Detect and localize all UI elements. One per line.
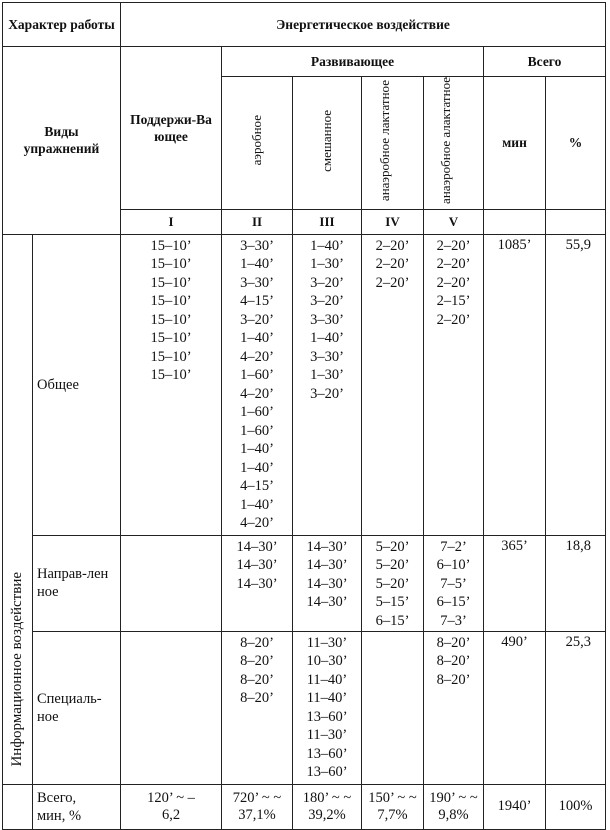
cell-value: 15–10’ [150,293,192,310]
cell-value: 2–15’ [436,293,471,310]
cell-value: 4–15’ [240,478,274,495]
cell-value: 6–10’ [436,557,471,574]
header-anaerobic-alactate [424,77,484,210]
header-mixed-label: смешанное [319,109,334,172]
cell-special-II [222,631,293,784]
cell-directed-pct: 18,8 [546,535,606,631]
cell-value: 6–15’ [375,612,410,629]
row-label-total [33,784,121,829]
training-load-table [2,2,606,830]
cell-directed-I [121,535,222,631]
total-V-text: 190’ ~ ~ 9,8% [429,789,478,823]
cell-value: 8–20’ [240,690,274,707]
cell-value: 4–15’ [240,293,274,310]
cell-value: 1–40’ [240,330,274,347]
cell-value: 1–30’ [310,367,344,384]
cell-directed-V [424,535,484,631]
row-label-special-text: Специаль-ное [37,690,102,725]
header-aerobic-label: аэробное [249,115,264,166]
cell-value: 14–30’ [306,538,348,555]
cell-value: 5–15’ [375,594,410,611]
roman-empty-pct [546,209,606,234]
cell-value: 8–20’ [436,671,471,688]
cell-general-IV [362,234,424,535]
cell-value: 14–30’ [306,557,348,574]
cell-value: 14–30’ [236,557,278,574]
header-supporting-label: Поддержи-Вающее [130,111,212,144]
cell-directed-min: 365’ [484,535,546,631]
cell-directed-IV [362,535,424,631]
cell-value: 14–30’ [306,575,348,592]
header-minutes: мин [484,77,546,210]
cell-special-V [424,631,484,784]
header-aerobic [222,77,293,210]
total-I [121,784,222,829]
cell-value: 2–20’ [375,256,410,273]
cell-value: 1–40’ [240,256,274,273]
cell-value: 2–20’ [375,274,410,291]
cell-special-I [121,631,222,784]
cell-value: 13–60’ [306,745,348,762]
cell-value: 14–30’ [236,538,278,555]
cell-value: 8–20’ [436,634,471,651]
cell-value: 3–30’ [310,311,344,328]
cell-general-III [293,234,362,535]
cell-value: 1–60’ [240,422,274,439]
cell-value: 7–2’ [440,538,467,555]
cell-value: 3–20’ [240,311,274,328]
cell-value: 15–10’ [150,311,192,328]
header-mixed [293,77,362,210]
total-IV-text: 150’ ~ ~ 7,7% [368,789,417,823]
cell-value: 1–40’ [240,459,274,476]
cell-value: 10–30’ [306,653,348,670]
row-label-total-text: Всего, мин, % [37,789,82,824]
cell-value: 5–20’ [375,538,410,555]
table-row-general [3,234,606,535]
roman-ii: II [222,209,293,234]
total-min: 1940’ [484,784,546,829]
header-developing: Развивающее [222,47,484,77]
cell-value: 2–20’ [436,256,471,273]
cell-value: 11–40’ [306,690,348,707]
cell-value: 1–40’ [310,330,344,347]
group-label: Информационное воздействие [9,572,25,767]
cell-value: 4–20’ [240,515,274,532]
header-energy-impact: Энергетическое воздействие [121,3,606,47]
cell-special-III [293,631,362,784]
cell-value: 7–3’ [440,612,467,629]
cell-value: 5–20’ [375,575,410,592]
cell-value: 15–10’ [150,330,192,347]
header-anaerobic-lactate [362,77,424,210]
header-work-character: Характер работы [3,3,121,47]
cell-value: 15–10’ [150,348,192,365]
total-III-text: 180’ ~ ~ 39,2% [302,789,352,823]
header-exercise-types-label: Виды упражнений [23,124,100,157]
cell-general-I [121,234,222,535]
cell-directed-III [293,535,362,631]
cell-directed-II [222,535,293,631]
cell-value: 11–40’ [306,671,348,688]
cell-value: 5–20’ [375,557,410,574]
cell-value: 15–10’ [150,367,192,384]
cell-special-IV [362,631,424,784]
total-IV [362,784,424,829]
cell-value: 1–40’ [310,237,344,254]
roman-iii: III [293,209,362,234]
header-total: Всего [484,47,606,77]
total-II-text: 720’ ~ ~ 37,1% [232,789,282,823]
cell-value: 11–30’ [306,727,348,744]
cell-general-II [222,234,293,535]
cell-general-V [424,234,484,535]
cell-value: 14–30’ [236,575,278,592]
cell-value: 1–60’ [240,367,274,384]
header-percent: % [546,77,606,210]
row-label-directed-text: Направ-ленное [37,566,109,601]
cell-value: 4–20’ [240,348,274,365]
roman-i: I [121,209,222,234]
cell-value: 2–20’ [436,237,471,254]
cell-value: 3–30’ [240,237,274,254]
header-anaerobic-lactate-label: анаэробное лактатное [376,79,392,202]
cell-value: 3–30’ [240,274,274,291]
cell-value: 1–60’ [240,404,274,421]
cell-value: 3–30’ [310,348,344,365]
cell-value: 13–60’ [306,708,348,725]
cell-special-pct: 25,3 [546,631,606,784]
roman-empty-min [484,209,546,234]
cell-value: 7–5’ [440,575,467,592]
cell-value: 2–20’ [436,274,471,291]
table-row-directed [3,535,606,631]
row-label-directed [33,535,121,631]
cell-value: 8–20’ [240,634,274,651]
total-I-text: 120’ ~ –6,2 [147,789,195,823]
cell-value: 1–40’ [240,441,274,458]
cell-value: 2–20’ [375,237,410,254]
header-supporting [121,47,222,210]
cell-value: 15–10’ [150,256,192,273]
cell-value: 15–10’ [150,237,192,254]
cell-value: 8–20’ [240,653,274,670]
cell-value: 3–20’ [310,293,344,310]
total-III [293,784,362,829]
cell-value: 11–30’ [306,634,348,651]
cell-value: 2–20’ [436,311,471,328]
header-exercise-types [3,47,121,235]
header-anaerobic-alactate-label: анаэробное алактатное [437,77,453,204]
cell-general-min: 1085’ [484,234,546,535]
total-empty-cell [3,784,33,829]
table-row-special [3,631,606,784]
group-label-cell [3,234,33,784]
cell-special-min: 490’ [484,631,546,784]
cell-general-pct: 55,9 [546,234,606,535]
row-label-special [33,631,121,784]
cell-value: 8–20’ [436,653,471,670]
cell-value: 6–15’ [436,594,471,611]
cell-value: 13–60’ [306,764,348,781]
cell-value: 1–40’ [240,496,274,513]
cell-value: 14–30’ [306,594,348,611]
cell-value: 1–30’ [310,256,344,273]
cell-value: 4–20’ [240,385,274,402]
cell-value: 3–20’ [310,385,344,402]
total-V [424,784,484,829]
roman-iv: IV [362,209,424,234]
total-pct: 100% [546,784,606,829]
table-row-total [3,784,606,829]
row-label-general: Общее [33,234,121,535]
total-II [222,784,293,829]
cell-value: 15–10’ [150,274,192,291]
cell-value: 8–20’ [240,671,274,688]
cell-value: 3–20’ [310,274,344,291]
roman-v: V [424,209,484,234]
